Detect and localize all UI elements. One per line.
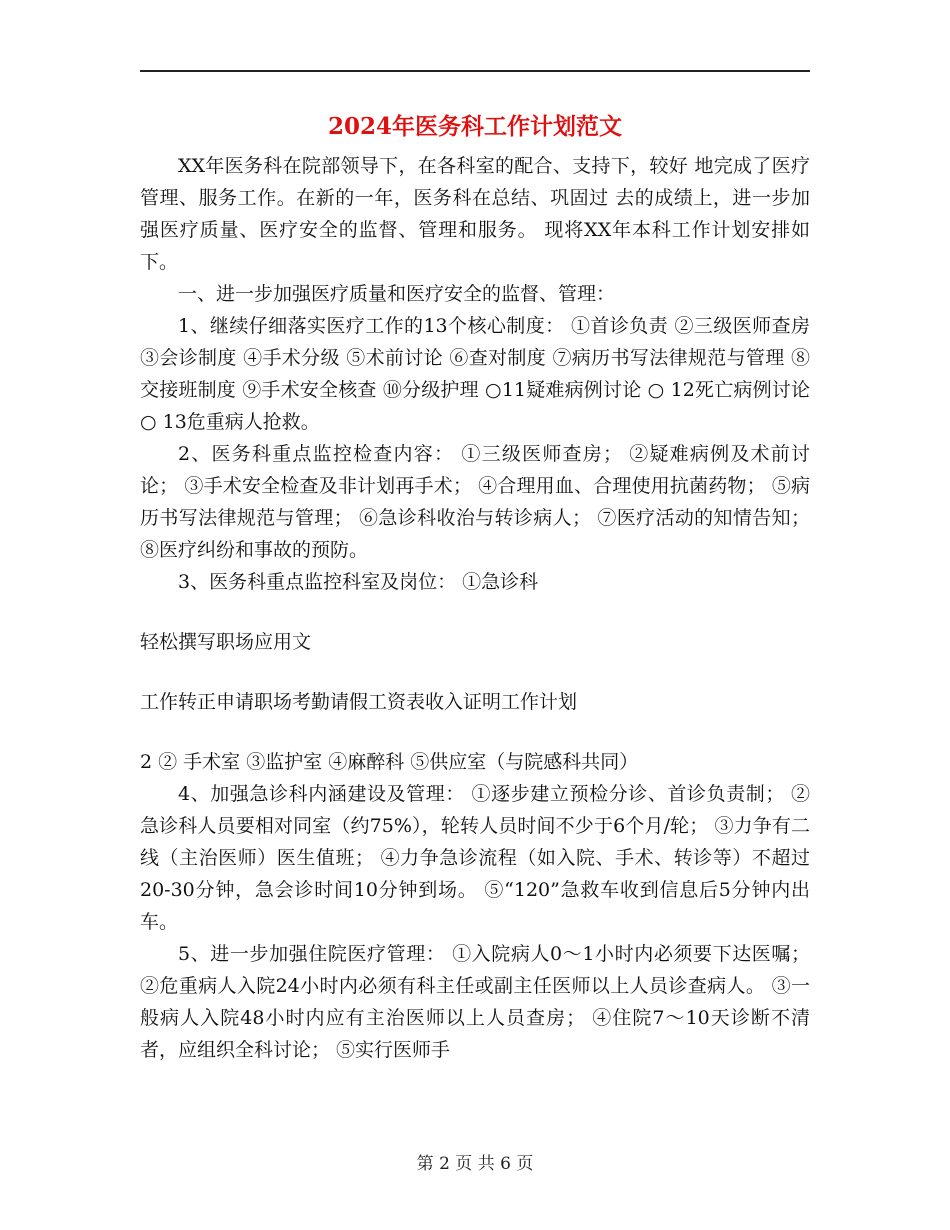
item-paragraph-3: 3、医务科重点监控科室及岗位： ①急诊科 [178,571,539,593]
item-paragraph-1: 1、继续仔细落实医疗工作的13个核心制度： ①首诊负责 ②三级医师查房 ③会诊制度 ④手术分级 ⑤术前讨论 ⑥查对制度 ⑦病历书写法律规范与管理 ⑧交接班制度 ⑨手术安全核查 ⑩分级护理 ○11疑难病例讨论 ○ 12死亡病例讨论 ○ 13危重病人抢救。 [140,315,810,433]
page-number: 第 2 页 共 6 页 [416,1154,534,1174]
section-heading-1: 一、进一步加强医疗质量和医疗安全的监督、管理： [178,283,616,305]
item-paragraph-2: 2、医务科重点监控检查内容： ①三级医师查房； ②疑难病例及术前讨论； ③手术安全检查及非计划再手术； ④合理用血、合理使用抗菌药物； ⑤病历书写法律规范与管理； ⑥急诊科收治与转诊病人； ⑦医疗活动的知情告知； ⑧医疗纠纷和事故的预防。 [140,443,810,561]
document-body [140,150,810,1066]
continuation-line: 2 ② 手术室 ③监护室 ④麻醉科 ⑤供应室（与院感科共同） [140,751,639,773]
item-paragraph-5: 5、进一步加强住院医疗管理： ①入院病人0～1小时内必须要下达医嘱； ②危重病人入院24小时内必须有科主任或副主任医师以上人员诊查病人。 ③一般病人入院48小时内应有主治医师以上人员查房； ④住院7～10天诊断不清者，应组织全科讨论； ⑤实行医师手 [140,943,810,1061]
document-title: 2024年医务科工作计划范文 [327,113,622,140]
intro-paragraph: XX年医务科在院部领导下，在各科室的配合、支持下，较好 地完成了医疗管理、服务工作。在新的一年，医务科在总结、巩固过 去的成绩上，进一步加强医疗质量、医疗安全的监督、管理和服务。 现将XX年本科工作计划安排如下。 [140,155,810,273]
header-rule [140,70,810,72]
item-paragraph-4: 4、加强急诊科内涵建设及管理： ①逐步建立预检分诊、首诊负责制； ②急诊科人员要相对同室（约75%），轮转人员时间不少于6个月/轮； ③力争有二线（主治医师）医生值班； ④力争急诊流程（如入院、手术、转诊等）不超过20-30分钟，急会诊时间10分钟到场。 ⑤“120”急救车收到信息后5分钟内出车。 [140,783,810,933]
ad-line-1: 轻松撰写职场应用文 [140,631,312,653]
ad-line-2: 工作转正申请职场考勤请假工资表收入证明工作计划 [140,691,578,713]
